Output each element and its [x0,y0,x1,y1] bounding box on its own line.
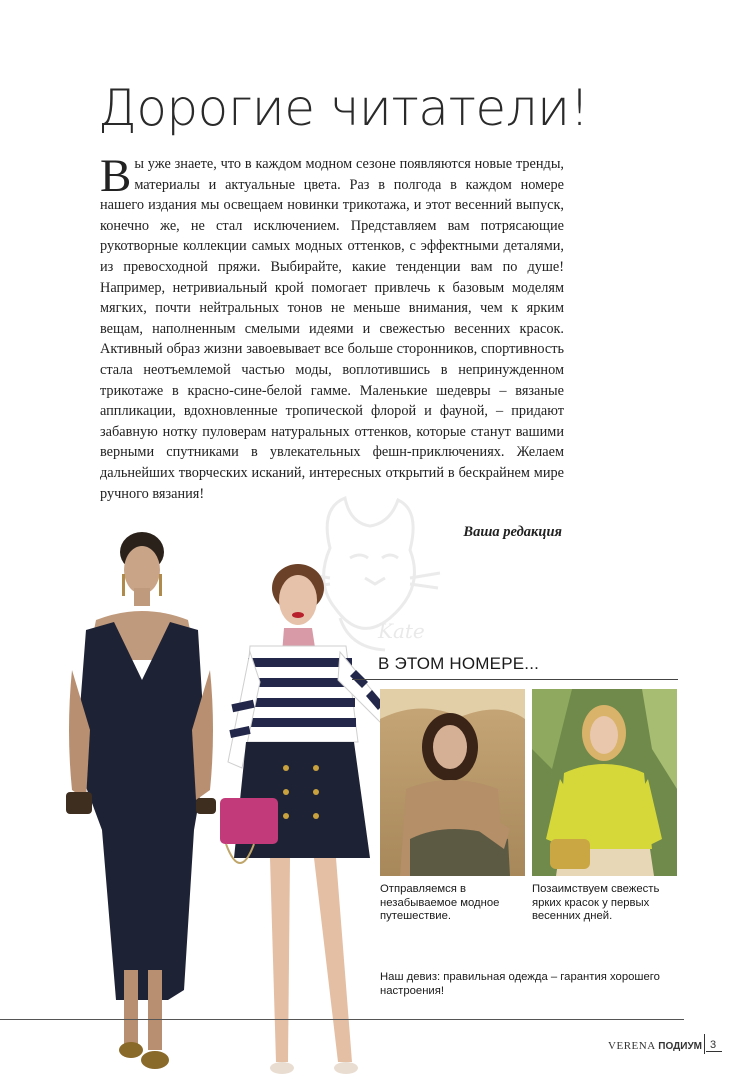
page-number: 3 [710,1039,717,1051]
model-photo-dark-dress [56,530,226,1080]
issue-photo-yellow-sweater [532,689,677,876]
page-number-underline [706,1051,722,1052]
page-title: Дорогие читатели! [98,79,590,137]
issue-motto: Наш девиз: правильная одежда – гарантия хорошего настроения! [380,971,660,997]
issue-caption: Позаимствуем свежесть ярких красок у первых весенних дней. [532,883,660,923]
editorial-text: ы уже знаете, что в каждом модном сезоне появляются новые тренды, материалы и актуальные цвета. Раз в полгода в каждом номере нашего издания мы освещаем новинки трикотажа, и этот весенний выпуск, конечно же, не стал исключением. Представляем вам потрясающие рукотворные коллекции самых модных оттенков, с эффектными деталями, из превосходной пряжи. Выбирайте, какие тенденции вам по душе! Например, нетривиальный крой помогает привлечь к базовым моделям мягких, почти нейтральных тонов не меньше внимания, чем к ярким вещам, наполненным смелыми идеями и свежестью весенних красок. Активный образ жизни завоевывает все больше сторонников, спортивность стала неотъемлемой частью моды, воплотившись в непринужденном трикотаже в красно-сине-белой гамме. Маленькие шедевры – вязаные аппликации, вдохновленные тропической флорой и фауной, – придают забавную нотку пуловерам натуральных оттенков, которые станут вашими верными спутниками в увлекательных фешн-приключениях. Желаем дальнейших творческих исканий, интересных открытий в бескрайнем мире ручного вязания! [100,156,564,502]
in-this-issue-heading: В ЭТОМ НОМЕРЕ... [378,654,540,673]
issue-photo-beige-sweater [380,689,525,876]
magazine-footer [608,1040,702,1052]
watermark-text: Kate [378,619,425,643]
model-photo-striped-sweater [220,562,400,1080]
section-divider [352,679,678,680]
editorial-body [100,150,564,504]
magazine-name: VERENA [608,1040,656,1052]
magazine-subtitle: ПОДИУМ [658,1041,702,1052]
footer-separator [704,1034,705,1054]
issue-caption: Отправляемся в незабываемое модное путешествие. [380,883,500,923]
footer-divider [0,1019,684,1020]
editorial-signature: Ваша редакция [463,524,562,540]
drop-cap: В [100,150,132,202]
